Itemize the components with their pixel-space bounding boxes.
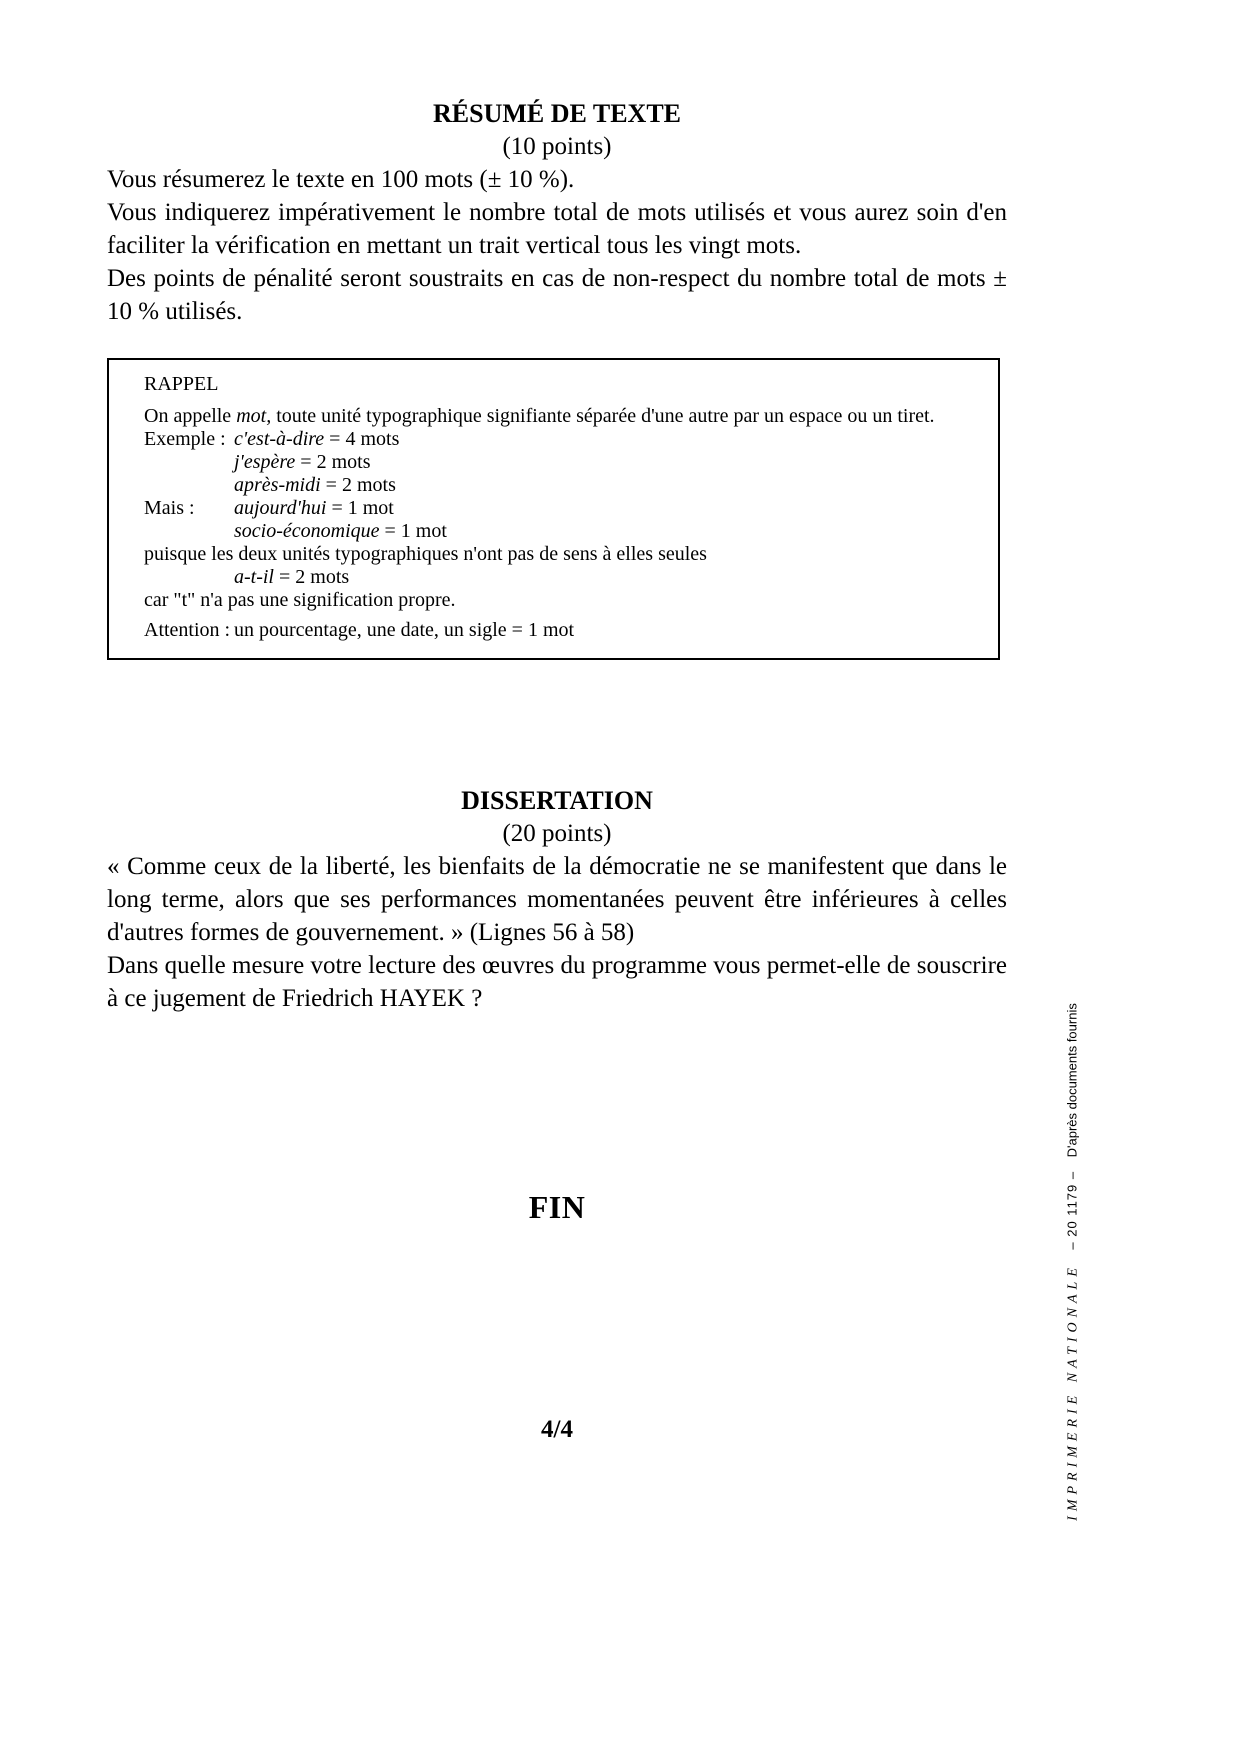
imprint-reference: – 20 1179 – [1064,1170,1080,1250]
imprint-credit: D'après documents fournis [1064,1003,1080,1158]
rappel-example-row [144,474,978,497]
rappel-intro [144,405,978,428]
rappel-example-row [144,497,978,520]
rappel-row-rest: = 4 mots [324,428,400,450]
rappel-row-label [144,520,234,543]
dissertation-points: (20 points) [502,820,612,847]
dissertation-quote: « Comme ceux de la liberté, les bienfaits de la démocratie ne se manifestent que dans le long terme, alors que ses performances momentanées peuvent être inférieures à celles d'autres formes de gouvernement. » (Lignes 56 à 58) [107,853,1007,946]
rappel-row-rest: = 2 mots [274,566,350,588]
rappel-attention-label: Attention : [144,619,231,641]
rappel-example-row [144,451,978,474]
rappel-row-term: c'est-à-dire [234,428,325,450]
rappel-row-value [234,474,396,497]
resume-points: (10 points) [502,133,612,160]
imprint-vertical-text [1065,1003,1082,1521]
rappel-row-term: après-midi [234,474,321,496]
rappel-intro-suffix: toute unité typographique signifiante séparée d'une autre par un espace ou un tiret. [271,405,935,427]
rappel-row-term: socio-économique [234,520,380,542]
rappel-box [107,358,1000,660]
rappel-intro-term: mot, [236,405,272,427]
main-content [107,0,1007,1446]
rappel-row-rest: = 1 mot [326,497,394,519]
page-number: 4/4 [541,1416,573,1443]
rappel-note-2: car "t" n'a pas une signification propre. [144,589,456,611]
rappel-note-1: puisque les deux unités typographiques n'ont pas de sens à elles seules [144,543,707,565]
rappel-row-value [234,497,394,520]
rappel-row-value [234,566,349,589]
rappel-row-term: j'espère [234,451,296,473]
fin-label: FIN [528,1189,586,1225]
resume-section-title: RÉSUMÉ DE TEXTE [432,99,682,128]
rappel-row-label: Exemple : [144,428,226,450]
imprint-publisher: IMPRIMERIE NATIONALE [1065,1263,1081,1521]
rappel-example-row [144,566,978,589]
resume-paragraph-1: Vous résumerez le texte en 100 mots (± 10 %). [107,166,575,193]
rappel-row-label [144,451,234,474]
dissertation-question: Dans quelle mesure votre lecture des œuvres du programme vous permet-elle de souscrire à ce jugement de Friedrich HAYEK ? [107,952,1007,1012]
rappel-row-value [234,520,447,543]
rappel-title: RAPPEL [144,373,219,395]
rappel-row-label [144,474,234,497]
rappel-row-label: Mais : [144,497,195,519]
rappel-row-term: aujourd'hui [234,497,327,519]
rappel-attention-row [144,619,978,642]
rappel-example-row [144,520,978,543]
rappel-example-row [144,428,978,451]
rappel-row-rest: = 2 mots [320,474,396,496]
resume-paragraph-2: Vous indiquerez impérativement le nombre total de mots utilisés et vous aurez soin d'en faciliter la vérification en mettant un trait vertical tous les vingt mots. [107,199,1007,259]
resume-paragraph-3: Des points de pénalité seront soustraits en cas de non-respect du nombre total de mots ± 10 % utilisés. [107,265,1007,325]
rappel-row-rest: = 2 mots [295,451,371,473]
rappel-intro-prefix: On appelle [144,405,237,427]
rappel-row-term: a-t-il [234,566,274,588]
rappel-row-value [234,451,370,474]
rappel-attention-text: un pourcentage, une date, un sigle = 1 mot [234,619,575,641]
rappel-row-value [234,428,399,451]
rappel-row-rest: = 1 mot [379,520,447,542]
rappel-row-label [144,566,234,589]
dissertation-section-title: DISSERTATION [461,786,653,815]
